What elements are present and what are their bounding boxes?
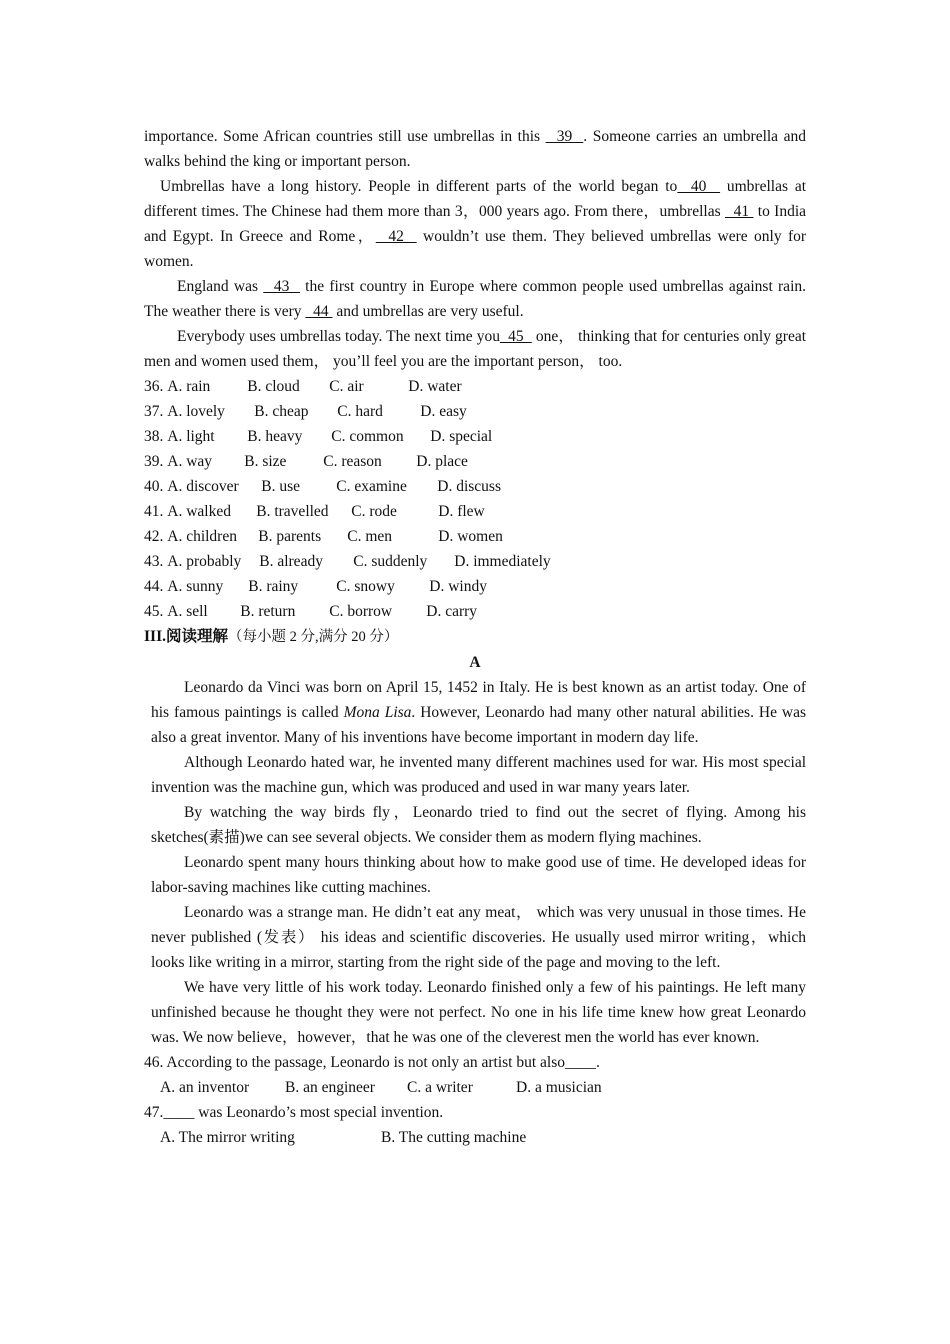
- section-heading: [144, 624, 806, 650]
- blank-45: 45: [499, 328, 532, 345]
- blank-39: 39: [545, 128, 584, 145]
- passage-paragraph-4: Leonardo spent many hours thinking about how to make good use of time. He developed ideas for labor-saving machines like cutting machines.: [151, 854, 806, 896]
- passage-paragraph-1: Leonardo da Vinci was born on April 15, 1452 in Italy. He is best known as an artist today. One of his famous paintings is called Mona Lisa. However, Leonardo had many other natural abilities. He was also a great inventor. Many of his inventions have become important in modern day life.: [151, 679, 807, 746]
- passage-label: A: [469, 654, 481, 671]
- option-row-42: 42. A. children B. parents C. men D. women: [144, 528, 503, 545]
- option-c[interactable]: C. a writer: [407, 1079, 473, 1096]
- option-row-40: 40. A. discover B. use C. examine D. discuss: [144, 478, 501, 495]
- text: the first country in Europe where common people used umbrellas against rain. The weather there is very: [144, 278, 806, 320]
- option-row-44: 44. A. sunny B. rainy C. snowy D. windy: [144, 578, 487, 595]
- passage-paragraph-6: We have very little of his work today. Leonardo finished only a few of his paintings. He left many unfinished because he thought they were not perfect. No one in his life time knew how great Leonardo was. We now believe，however，that he was one of the cleverest men the world has ever known.: [151, 979, 806, 1046]
- text: umbrellas at different times. The Chinese had them more than 3，000 years ago. From there，umbrellas: [144, 178, 806, 220]
- text: England was: [177, 278, 264, 295]
- passage-paragraph-5: Leonardo was a strange man. He didn’t eat any meat， which was very unusual in those times. He never published (发表） his ideas and scientific discoveries. He usually used mirror writing，which looks like writing in a mirror, starting from the right side of the page and moving to the left.: [151, 904, 806, 971]
- option-a[interactable]: A. an inventor: [160, 1079, 250, 1096]
- option-row-36: 36. A. rain B. cloud C. air D. water: [144, 378, 462, 395]
- option-d[interactable]: D. a musician: [516, 1079, 602, 1096]
- options-list: [144, 374, 806, 624]
- option-row-41: 41. A. walked B. travelled C. rode D. flew: [144, 503, 485, 520]
- blank-40: 40: [677, 178, 721, 195]
- reading-passage: [144, 675, 806, 1050]
- option-row-45: 45. A. sell B. return C. borrow D. carry: [144, 603, 478, 620]
- cloze-paragraph-1: [144, 124, 806, 174]
- question-47: 47.____ was Leonardo’s most special invention.: [144, 1104, 444, 1121]
- option-b[interactable]: B. The cutting machine: [381, 1129, 527, 1146]
- passage-paragraph-3: By watching the way birds fly，Leonardo tried to find out the secret of flying. Among his sketches(素描)we can see several objects. We consider them as modern flying machines.: [151, 804, 806, 846]
- option-row-37: 37. A. lovely B. cheap C. hard D. easy: [144, 403, 467, 420]
- blank-42: 42: [375, 228, 417, 245]
- text: one， thinking that for centuries only great men and women used them， you’ll feel you are the important person， too.: [144, 328, 807, 370]
- text: to India and Egypt. In Greece and Rome，: [144, 203, 807, 245]
- section-note: （每小题 2 分,满分 20 分）: [228, 629, 399, 645]
- blank-44: 44: [305, 303, 333, 320]
- passage-paragraph-2: Although Leonardo hated war, he invented many different machines used for war. His most special invention was the machine gun, which was produced and used in war many years later.: [151, 754, 806, 796]
- text: wouldn’t use them. They believed umbrellas were only for women.: [144, 228, 807, 270]
- painting-title: Mona Lisa: [343, 704, 412, 721]
- text: and umbrellas are very useful.: [332, 303, 524, 320]
- option-row-38: 38. A. light B. heavy C. common D. special: [144, 428, 493, 445]
- question-46: 46. According to the passage, Leonardo is not only an artist but also____.: [144, 1054, 600, 1071]
- blank-41: 41: [724, 203, 754, 220]
- question-46-options: [144, 1075, 806, 1100]
- cloze-paragraph-3: [144, 274, 806, 324]
- option-a[interactable]: A. The mirror writing: [160, 1129, 295, 1146]
- text: Everybody uses umbrellas today. The next time you: [177, 328, 500, 345]
- cloze-paragraph-2: [144, 174, 806, 274]
- question-47-options: [144, 1125, 806, 1150]
- option-b[interactable]: B. an engineer: [285, 1079, 375, 1096]
- cloze-paragraph-4: [144, 324, 806, 374]
- text: importance. Some African countries still use umbrellas in this: [144, 128, 546, 145]
- exam-page: [144, 124, 806, 1150]
- option-row-39: 39. A. way B. size C. reason D. place: [144, 453, 468, 470]
- blank-43: 43: [263, 278, 300, 295]
- text: Umbrellas have a long history. People in different parts of the world began to: [160, 178, 678, 195]
- section-number: III.: [144, 628, 166, 645]
- section-title: 阅读理解: [165, 627, 228, 645]
- text: . Someone carries an umbrella and walks behind the king or important person.: [144, 128, 806, 170]
- option-row-43: 43. A. probably B. already C. suddenly D. immediately: [144, 553, 551, 570]
